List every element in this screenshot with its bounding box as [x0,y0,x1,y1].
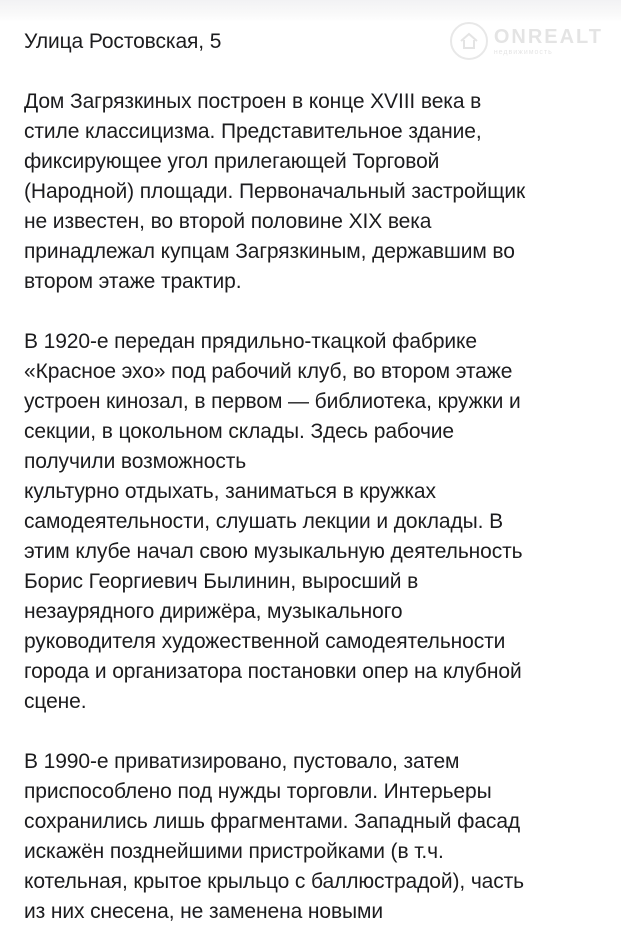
paragraph-gap [24,717,616,747]
paragraph-1920s [24,327,616,717]
text-line: принадлежал купцам Загрязкиным, державшим во [24,240,515,263]
text-line: Дом Загрязкиных построен в конце XVIII века в [24,90,482,113]
text-line: из них снесена, не заменена новыми [24,900,383,923]
paragraph-gap [24,57,616,87]
watermark-brand: ONREALT [493,25,603,48]
text-line: (Народной) площади. Первоначальный застройщик [24,180,526,203]
text-line: фиксирующее угол прилегающей Торговой [24,150,440,173]
text-line: города и организатора постановки опер на клубной [24,660,522,683]
text-line: руководителя художественной самодеятельности [24,630,506,653]
text-line: сцене. [24,690,87,713]
watermark-subtitle: недвижимость [493,48,553,56]
text-line: сохранились лишь фрагментами. Западный фасад [24,810,521,833]
top-scroll-shadow [0,0,621,22]
text-line: Борис Георгиевич Былинин, выросший в [24,570,419,593]
text-line: В 1920-е передан прядильно-ткацкой фабрике [24,330,477,353]
paragraph-gap [24,297,616,327]
paragraph-1990s [24,747,616,927]
text-line: незаурядного дирижёра, музыкального [24,600,403,623]
text-line: культурно отдыхать, заниматься в кружках [24,480,436,503]
text-line: В 1990-е приватизировано, пустовало, затем [24,750,460,773]
text-line: не известен, во второй половине XIX века [24,210,432,233]
text-line: самодеятельности, слушать лекции и доклады. В [24,510,504,533]
text-line: устроен кинозал, в первом — библиотека, кружки и [24,390,521,413]
article-text [24,27,616,927]
text-line: получили возможность [24,450,247,473]
text-line: стиле классицизма. Представительное здание, [24,120,482,143]
text-line: «Красное эхо» под рабочий клуб, во втором этаже [24,360,513,383]
text-line: этим клубе начал свою музыкальную деятельность [24,540,523,563]
address-line: Улица Ростовская, 5 [24,30,222,53]
paragraph-history [24,87,616,297]
text-line: втором этаже трактир. [24,270,242,293]
text-line: приспособлено под нужды торговли. Интерьеры [24,780,492,803]
text-line: секции, в цокольном склады. Здесь рабочие [24,420,454,443]
text-line: искажён позднейшими пристройками (в т.ч. [24,840,444,863]
text-line: котельная, крытое крыльцо с баллюстрадой), часть [24,870,525,893]
